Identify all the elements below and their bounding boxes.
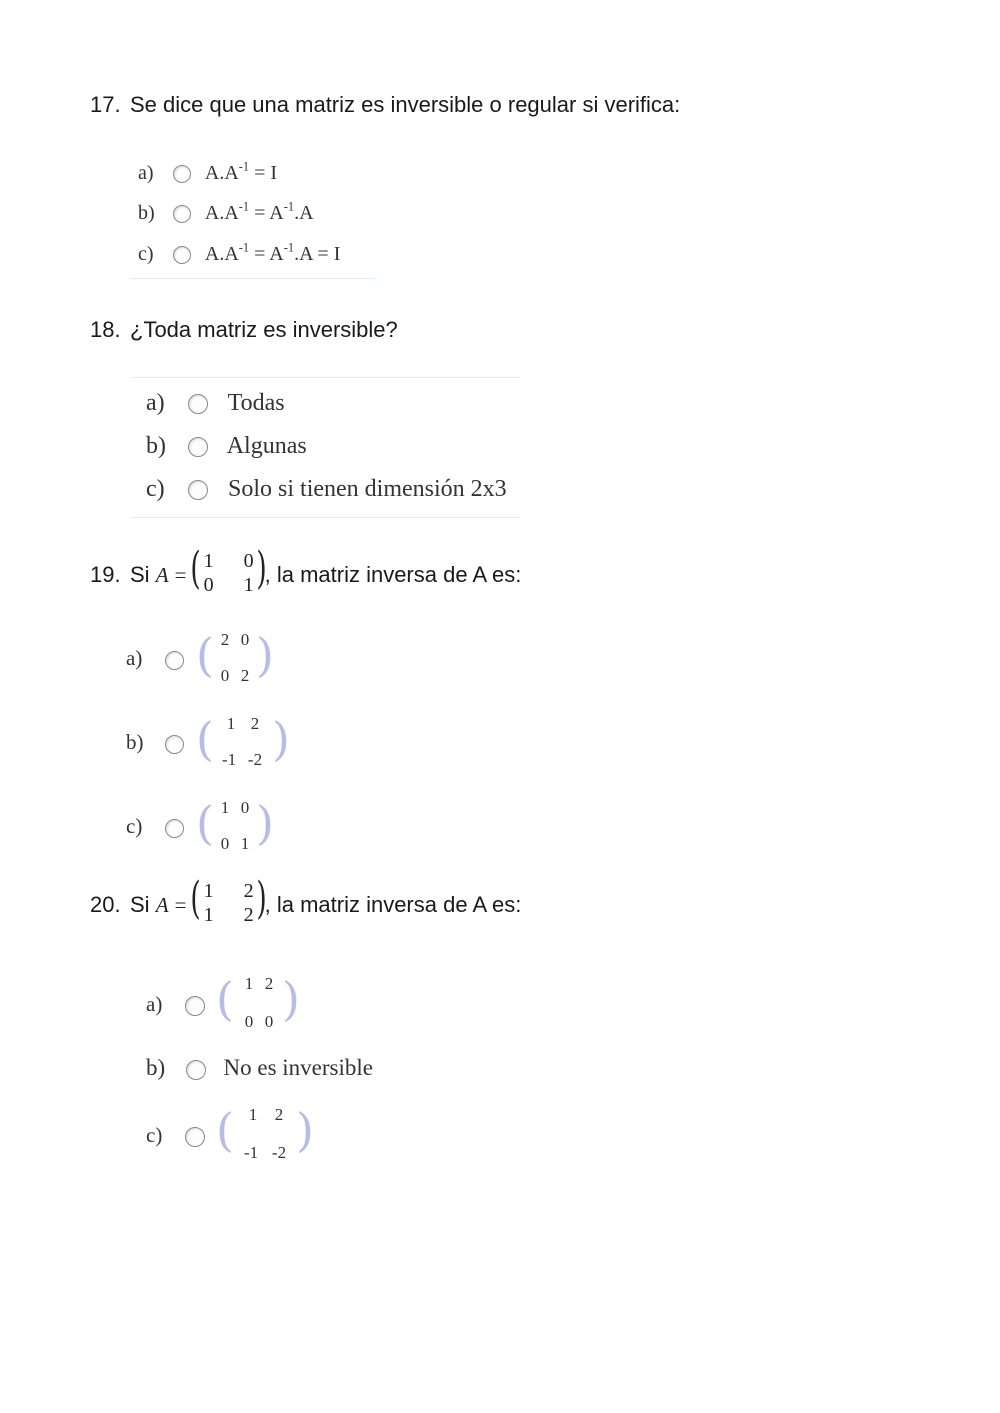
q20-option-a[interactable] [146, 992, 205, 1017]
radio-button[interactable] [186, 1060, 206, 1080]
matrix-cell: -1 [221, 750, 237, 769]
matrix-cell: 2 [243, 904, 254, 926]
option-letter: c) [146, 476, 165, 502]
option-formula: $A.A^{-1} = I$ [204, 159, 278, 184]
radio-button[interactable] [185, 996, 205, 1016]
matrix-cell: 1 [203, 904, 214, 926]
q17-option-c[interactable] [138, 240, 341, 266]
question-pre: Si [130, 561, 150, 587]
matrix-cell: 2 [274, 1105, 284, 1124]
q17-option-a[interactable] [138, 159, 278, 185]
matrix-cell: 2 [220, 630, 230, 649]
divider [130, 517, 520, 518]
left-paren: ( [190, 873, 201, 924]
math-variable: A [155, 562, 169, 587]
matrix-cell: 1 [203, 880, 214, 902]
question-number: 17. [90, 92, 121, 117]
divider [130, 377, 520, 378]
matrix-cell: 2 [243, 880, 254, 902]
radio-button[interactable] [173, 205, 191, 223]
q19-option-a[interactable] [126, 646, 184, 671]
radio-button[interactable] [173, 246, 191, 264]
q19-option-c[interactable] [126, 814, 184, 839]
matrix-cell: -2 [247, 750, 263, 769]
inline-matrix [190, 543, 271, 599]
right-paren: ) [282, 972, 300, 1026]
question-text: ¿Toda matriz es inversible? [130, 317, 398, 342]
radio-button[interactable] [185, 1127, 205, 1147]
matrix-cell: 1 [226, 714, 236, 733]
divider [130, 278, 375, 279]
question-number: 18. [90, 317, 121, 342]
q20-option-c[interactable] [146, 1123, 205, 1148]
matrix-cell: 2 [250, 714, 260, 733]
option-letter: b) [138, 202, 155, 224]
question-20 [90, 873, 522, 933]
question-text: , la matriz inversa de A es: [264, 561, 522, 587]
right-paren: ) [256, 873, 267, 924]
matrix-cell: 0 [264, 1012, 274, 1031]
radio-button[interactable] [173, 165, 191, 183]
right-paren: ) [296, 1103, 314, 1157]
q18-option-c[interactable] [146, 476, 507, 503]
option-matrix [196, 796, 280, 858]
left-paren: ( [196, 628, 214, 682]
option-letter: c) [146, 1123, 163, 1147]
matrix-cell: 0 [244, 1012, 254, 1031]
radio-button[interactable] [165, 651, 184, 670]
matrix-cell: 0 [203, 574, 214, 596]
option-text: Todas [227, 390, 285, 416]
option-matrix [196, 628, 280, 690]
question-text: Se dice que una matriz es inversible o regular si verifica: [130, 92, 681, 117]
left-paren: ( [196, 796, 214, 850]
left-paren: ( [216, 972, 234, 1026]
option-letter: a) [146, 390, 165, 416]
question-17 [90, 92, 680, 118]
radio-button[interactable] [165, 735, 184, 754]
option-formula: $A.A^{-1} = A^{-1}.A$ [204, 199, 314, 224]
option-letter: b) [146, 433, 166, 459]
math-variable: A [155, 892, 169, 917]
matrix-cell: 1 [203, 550, 214, 572]
option-letter: b) [146, 1055, 166, 1080]
left-paren: ( [190, 543, 201, 594]
matrix-cell: 0 [243, 550, 254, 572]
question-18 [90, 317, 398, 343]
question-text: , la matriz inversa de A es: [264, 891, 522, 917]
option-matrix [196, 712, 296, 774]
option-letter: a) [146, 992, 163, 1016]
radio-button[interactable] [188, 394, 208, 414]
right-paren: ) [256, 628, 274, 682]
matrix-cell: -2 [271, 1143, 287, 1162]
q18-option-b[interactable] [146, 433, 307, 460]
matrix-cell: -1 [243, 1143, 259, 1162]
question-19 [90, 543, 522, 603]
question-number: 20. [90, 891, 121, 917]
matrix-cell: 2 [240, 666, 250, 685]
inline-matrix [190, 873, 271, 929]
q18-option-a[interactable] [146, 390, 285, 417]
option-text: Solo si tienen dimensión 2x3 [228, 476, 507, 502]
q20-option-b[interactable] [146, 1055, 373, 1081]
q19-option-b[interactable] [126, 730, 184, 755]
right-paren: ) [256, 796, 274, 850]
option-letter: a) [126, 646, 143, 670]
radio-button[interactable] [188, 480, 208, 500]
option-matrix [216, 972, 306, 1034]
question-number: 19. [90, 561, 121, 587]
matrix-cell: 1 [240, 834, 250, 853]
matrix-cell: 1 [248, 1105, 258, 1124]
option-matrix [216, 1103, 320, 1165]
option-letter: c) [126, 814, 143, 838]
matrix-cell: 0 [240, 798, 250, 817]
option-text: No es inversible [223, 1055, 373, 1080]
matrix-cell: 0 [220, 666, 230, 685]
matrix-cell: 1 [220, 798, 230, 817]
math-equals: = [174, 892, 187, 917]
matrix-cell: 0 [220, 834, 230, 853]
matrix-cell: 1 [243, 574, 254, 596]
option-letter: a) [138, 162, 154, 184]
right-paren: ) [272, 712, 290, 766]
q17-option-b[interactable] [138, 199, 314, 225]
radio-button[interactable] [165, 819, 184, 838]
option-letter: b) [126, 730, 144, 754]
matrix-cell: 0 [240, 630, 250, 649]
question-pre: Si [130, 891, 150, 917]
left-paren: ( [216, 1103, 234, 1157]
matrix-cell: 1 [244, 974, 254, 993]
option-text: Algunas [226, 433, 307, 459]
right-paren: ) [256, 543, 267, 594]
math-equals: = [174, 562, 187, 587]
radio-button[interactable] [188, 437, 208, 457]
matrix-cell: 2 [264, 974, 274, 993]
option-letter: c) [138, 243, 154, 265]
left-paren: ( [196, 712, 214, 766]
option-formula: $A.A^{-1} = A^{-1}.A = I$ [204, 240, 341, 265]
